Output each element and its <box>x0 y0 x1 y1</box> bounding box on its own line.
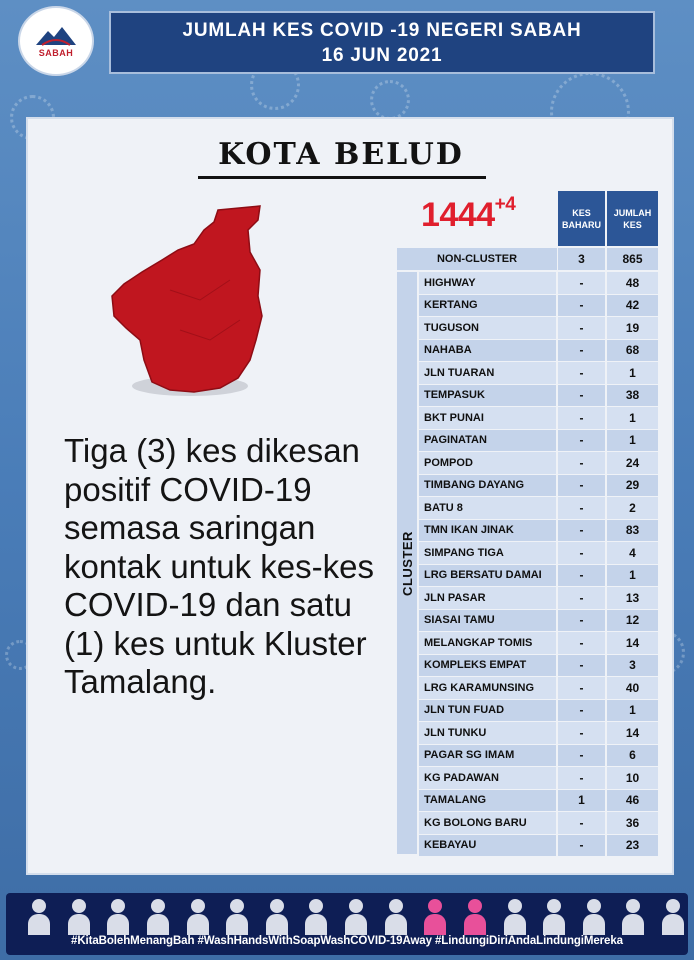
cluster-jumlah-kes: 14 <box>607 632 658 654</box>
cluster-jumlah-kes: 14 <box>607 722 658 744</box>
cluster-jumlah-kes: 40 <box>607 677 658 699</box>
cluster-kes-baharu: 1 <box>558 790 605 812</box>
cluster-name: JLN TUN FUAD <box>419 700 556 722</box>
cluster-name: KG PADAWAN <box>419 767 556 789</box>
cluster-name: MELANGKAP TOMIS <box>419 632 556 654</box>
person-icon <box>343 897 369 935</box>
person-icon <box>185 897 211 935</box>
table-row <box>419 497 658 520</box>
table-row <box>419 295 658 318</box>
sabah-logo <box>18 6 94 76</box>
table-row <box>419 565 658 588</box>
cluster-kes-baharu: - <box>558 272 605 294</box>
table-row <box>419 407 658 430</box>
cluster-jumlah-kes: 3 <box>607 655 658 677</box>
cluster-jumlah-kes: 24 <box>607 452 658 474</box>
cluster-kes-baharu: - <box>558 295 605 317</box>
person-icon <box>383 897 409 935</box>
table-row <box>419 610 658 633</box>
cluster-jumlah-kes: 4 <box>607 542 658 564</box>
cluster-jumlah-kes: 10 <box>607 767 658 789</box>
cluster-name: TUGUSON <box>419 317 556 339</box>
cluster-name: KERTANG <box>419 295 556 317</box>
cluster-kes-baharu: - <box>558 475 605 497</box>
cluster-kes-baharu: - <box>558 385 605 407</box>
total-cases <box>421 193 516 235</box>
title-banner <box>109 11 655 74</box>
table-row <box>419 677 658 700</box>
cluster-name: BKT PUNAI <box>419 407 556 429</box>
cluster-jumlah-kes: 42 <box>607 295 658 317</box>
table-row <box>419 722 658 745</box>
person-icon <box>502 897 528 935</box>
table-row <box>419 700 658 723</box>
cluster-kes-baharu: - <box>558 587 605 609</box>
cluster-jumlah-kes: 1 <box>607 362 658 384</box>
table-row <box>419 587 658 610</box>
cluster-kes-baharu: - <box>558 610 605 632</box>
cluster-name: NAHABA <box>419 340 556 362</box>
cluster-jumlah-kes: 2 <box>607 497 658 519</box>
cluster-name: SIASAI TAMU <box>419 610 556 632</box>
cluster-name: TMN IKAN JINAK <box>419 520 556 542</box>
table-row <box>419 520 658 543</box>
person-icon <box>145 897 171 935</box>
non-cluster-jumlah: 865 <box>607 248 658 270</box>
cluster-name: SIMPANG TIGA <box>419 542 556 564</box>
table-row <box>419 835 658 858</box>
cluster-jumlah-kes: 23 <box>607 835 658 857</box>
cluster-jumlah-kes: 1 <box>607 565 658 587</box>
header-kes-baharu <box>558 191 605 246</box>
cluster-kes-baharu: - <box>558 677 605 699</box>
table-row <box>419 317 658 340</box>
table-row <box>419 340 658 363</box>
cluster-kes-baharu: - <box>558 362 605 384</box>
cluster-kes-baharu: - <box>558 632 605 654</box>
cluster-kes-baharu: - <box>558 497 605 519</box>
person-icon <box>581 897 607 935</box>
table-row <box>419 790 658 813</box>
table-row <box>419 655 658 678</box>
cluster-name: JLN TUNKU <box>419 722 556 744</box>
logo-text: SABAH <box>38 47 74 58</box>
people-illustrations <box>26 897 686 935</box>
non-cluster-baharu: 3 <box>558 248 605 270</box>
table-row <box>419 272 658 295</box>
cluster-kes-baharu: - <box>558 407 605 429</box>
cluster-name: TAMALANG <box>419 790 556 812</box>
cluster-kes-baharu: - <box>558 340 605 362</box>
cluster-name: LRG BERSATU DAMAI <box>419 565 556 587</box>
cluster-name: LRG KARAMUNSING <box>419 677 556 699</box>
title-underline <box>198 176 486 179</box>
person-icon <box>303 897 329 935</box>
cluster-name: HIGHWAY <box>419 272 556 294</box>
cluster-kes-baharu: - <box>558 542 605 564</box>
person-icon <box>105 897 131 935</box>
cluster-name: KOMPLEKS EMPAT <box>419 655 556 677</box>
person-icon <box>462 897 488 935</box>
table-row <box>419 745 658 768</box>
non-cluster-row <box>397 248 658 270</box>
cluster-name: JLN PASAR <box>419 587 556 609</box>
table-row <box>419 452 658 475</box>
cluster-jumlah-kes: 12 <box>607 610 658 632</box>
district-map-icon <box>110 200 270 400</box>
header-jumlah-kes <box>607 191 658 246</box>
non-cluster-label: NON-CLUSTER <box>397 248 557 270</box>
mountain-logo-icon <box>34 25 78 47</box>
cluster-kes-baharu: - <box>558 655 605 677</box>
cluster-name: JLN TUARAN <box>419 362 556 384</box>
header-kes-baharu-line1: KES <box>572 207 591 218</box>
cluster-kes-baharu: - <box>558 452 605 474</box>
cluster-jumlah-kes: 1 <box>607 700 658 722</box>
cluster-jumlah-kes: 13 <box>607 587 658 609</box>
person-icon <box>264 897 290 935</box>
person-icon <box>224 897 250 935</box>
cluster-jumlah-kes: 19 <box>607 317 658 339</box>
cluster-jumlah-kes: 29 <box>607 475 658 497</box>
cluster-kes-baharu: - <box>558 835 605 857</box>
cluster-name: KG BOLONG BARU <box>419 812 556 834</box>
cluster-jumlah-kes: 36 <box>607 812 658 834</box>
table-row <box>419 362 658 385</box>
cluster-jumlah-kes: 1 <box>607 430 658 452</box>
cluster-name: TIMBANG DAYANG <box>419 475 556 497</box>
header-jumlah-kes-line1: JUMLAH <box>613 207 652 218</box>
cluster-kes-baharu: - <box>558 700 605 722</box>
cluster-kes-baharu: - <box>558 767 605 789</box>
cluster-jumlah-kes: 6 <box>607 745 658 767</box>
cluster-kes-baharu: - <box>558 565 605 587</box>
cluster-jumlah-kes: 68 <box>607 340 658 362</box>
table-row <box>419 542 658 565</box>
cluster-table <box>419 272 658 857</box>
person-icon <box>541 897 567 935</box>
new-cases-value: +4 <box>494 193 516 215</box>
person-icon <box>620 897 646 935</box>
cluster-kes-baharu: - <box>558 520 605 542</box>
table-row <box>419 430 658 453</box>
page-title: JUMLAH KES COVID -19 NEGERI SABAH <box>182 19 582 41</box>
cluster-name: POMPOD <box>419 452 556 474</box>
table-row <box>419 767 658 790</box>
cluster-kes-baharu: - <box>558 430 605 452</box>
cluster-kes-baharu: - <box>558 812 605 834</box>
cluster-label: CLUSTER <box>399 530 415 596</box>
person-icon <box>66 897 92 935</box>
cluster-jumlah-kes: 38 <box>607 385 658 407</box>
cluster-jumlah-kes: 83 <box>607 520 658 542</box>
cluster-kes-baharu: - <box>558 317 605 339</box>
cluster-name: PAGINATAN <box>419 430 556 452</box>
cluster-jumlah-kes: 1 <box>607 407 658 429</box>
footer-banner <box>6 893 688 955</box>
table-row <box>419 475 658 498</box>
table-row <box>419 812 658 835</box>
page-date: 16 JUN 2021 <box>321 44 443 66</box>
header-kes-baharu-line2: BAHARU <box>562 219 601 230</box>
cluster-jumlah-kes: 46 <box>607 790 658 812</box>
district-title: KOTA BELUD <box>218 137 464 172</box>
virus-decoration <box>370 80 410 120</box>
total-cases-value: 1444 <box>421 196 495 234</box>
cluster-name: KEBAYAU <box>419 835 556 857</box>
hashtags: #KitaBolehMenangBah #WashHandsWithSoapWashCOVID-19Away #LindungiDiriAndaLindungiMereka <box>71 935 623 947</box>
person-icon <box>660 897 686 935</box>
cluster-side-label <box>397 272 417 854</box>
person-icon <box>422 897 448 935</box>
cluster-name: TEMPASUK <box>419 385 556 407</box>
person-icon <box>26 897 52 935</box>
table-row <box>419 632 658 655</box>
header-jumlah-kes-line2: KES <box>623 219 642 230</box>
cluster-kes-baharu: - <box>558 722 605 744</box>
cluster-name: BATU 8 <box>419 497 556 519</box>
case-description: Tiga (3) kes dikesan positif COVID-19 semasa saringan kontak untuk kes-kes COVID-19 dan satu (1) kes untuk Kluster Tamalang. <box>64 432 374 700</box>
cluster-kes-baharu: - <box>558 745 605 767</box>
cluster-jumlah-kes: 48 <box>607 272 658 294</box>
cluster-name: PAGAR SG IMAM <box>419 745 556 767</box>
table-row <box>419 385 658 408</box>
